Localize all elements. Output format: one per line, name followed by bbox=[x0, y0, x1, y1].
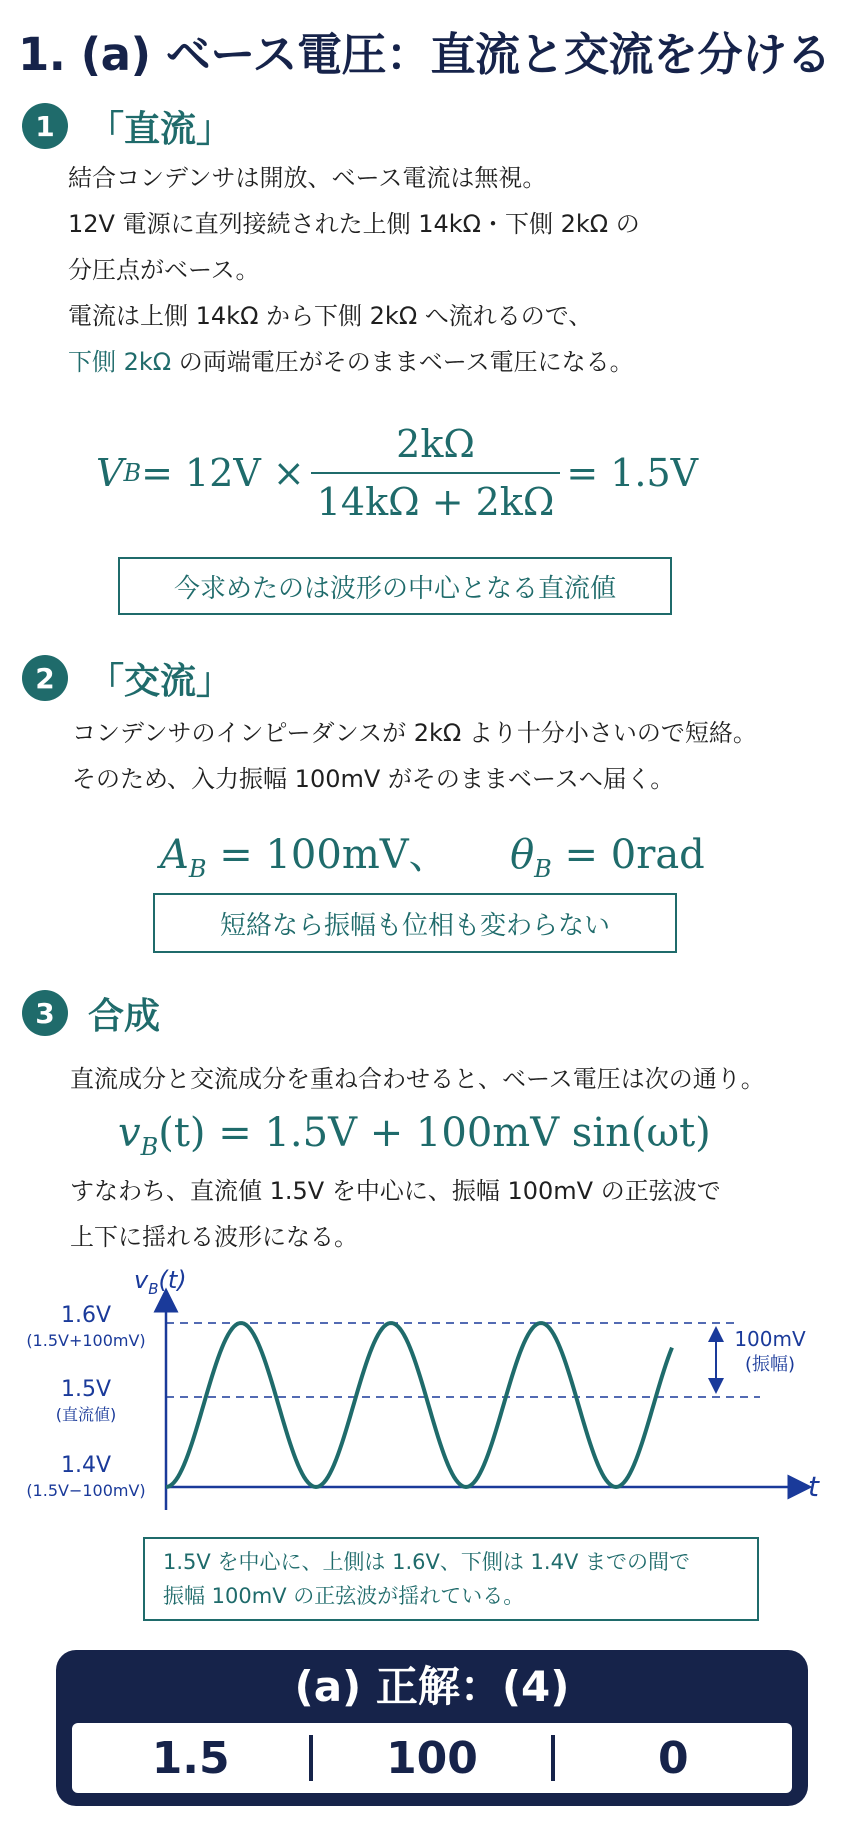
amplitude-phase-formula bbox=[160, 823, 705, 883]
section-3-intro: 直流成分と交流成分を重ね合わせると、ベース電圧は次の通り。 bbox=[70, 1065, 765, 1093]
y-axis-label: $v_B(t)$ bbox=[134, 1266, 187, 1298]
formula-subscript: B bbox=[534, 855, 552, 883]
level-label-high: 1.6V bbox=[60, 1303, 112, 1328]
x-axis-label: t bbox=[808, 1470, 819, 1503]
section-3-body bbox=[70, 1168, 721, 1260]
info-box: 今求めたのは波形の中心となる直流値 bbox=[118, 557, 672, 615]
note-line: 1.5V を中心に、上側は 1.6V、下側は 1.4V までの間で bbox=[163, 1550, 690, 1574]
level-label-low: 1.4V bbox=[60, 1453, 112, 1478]
section-title: 「直流」 bbox=[88, 108, 233, 150]
body-line: 結合コンデンサは開放、ベース電流は無視。 bbox=[68, 164, 547, 192]
note-line: 振幅 100mV の正弦波が揺れている。 bbox=[163, 1584, 525, 1608]
page-title: 1. (a) ベース電圧：直流と交流を分ける bbox=[18, 28, 831, 81]
body-line: そのため、入力振幅 100mV がそのままベースへ届く。 bbox=[72, 765, 675, 793]
formula-subscript: B bbox=[123, 459, 142, 487]
formula-text: = 0rad bbox=[551, 832, 705, 878]
body-line bbox=[68, 339, 640, 385]
body-line: すなわち、直流値 1.5V を中心に、振幅 100mV の正弦波で bbox=[70, 1177, 721, 1205]
formula-symbol: v bbox=[118, 1110, 141, 1156]
section-3-header bbox=[22, 987, 160, 1039]
formula-symbol: V bbox=[96, 451, 124, 495]
divider-formula bbox=[96, 422, 698, 524]
formula-symbol: A bbox=[160, 832, 189, 878]
fraction-numerator: 2kΩ bbox=[396, 422, 475, 466]
highlight-text: 下側 2kΩ bbox=[68, 348, 172, 376]
body-line: 上下に揺れる波形になる。 bbox=[70, 1223, 358, 1251]
section-2-header bbox=[22, 652, 232, 704]
formula-text: = 100mV、 bbox=[206, 832, 449, 878]
answer-title: (a) 正解：(4) bbox=[294, 1662, 570, 1711]
level-note-high: (1.5V+100mV) bbox=[26, 1331, 146, 1350]
fraction-denominator: 14kΩ + 2kΩ bbox=[311, 472, 561, 524]
section-1-body bbox=[68, 155, 640, 385]
answer-value-dc: 1.5 bbox=[151, 1732, 230, 1784]
section-2-body bbox=[72, 710, 757, 802]
section-number-badge: 3 bbox=[22, 990, 68, 1036]
amplitude-label: 100mV bbox=[734, 1327, 806, 1351]
formula-text: = 1.5V bbox=[566, 451, 699, 495]
formula-subscript: B bbox=[188, 855, 207, 883]
body-line: 12V 電源に直列接続された上側 14kΩ・下側 2kΩ の bbox=[68, 210, 640, 238]
body-line: 電流は上側 14kΩ から下側 2kΩ へ流れるので、 bbox=[68, 302, 593, 330]
waveform-chart bbox=[0, 1260, 864, 1540]
formula-fraction bbox=[311, 422, 561, 524]
formula-symbol: θ bbox=[510, 832, 535, 878]
body-line: コンデンサのインピーダンスが 2kΩ より十分小さいので短絡。 bbox=[72, 719, 757, 747]
formula-subscript: B bbox=[140, 1133, 159, 1161]
section-number-badge: 1 bbox=[22, 103, 68, 149]
section-title: 合成 bbox=[88, 995, 161, 1037]
body-text: の両端電圧がそのままベース電圧になる。 bbox=[171, 348, 634, 376]
answer-value-amplitude: 100 bbox=[386, 1732, 478, 1784]
chart-note-box bbox=[143, 1537, 759, 1621]
amplitude-note: (振幅) bbox=[744, 1354, 796, 1375]
info-box: 短絡なら振幅も位相も変わらない bbox=[153, 893, 677, 953]
formula-text: = 12V × bbox=[141, 451, 305, 495]
section-title: 「交流」 bbox=[88, 660, 233, 702]
level-note-center: (直流値) bbox=[55, 1405, 117, 1424]
synthesis-formula bbox=[118, 1110, 711, 1161]
body-line: 分圧点がベース。 bbox=[68, 256, 260, 284]
answer-value-phase: 0 bbox=[658, 1732, 689, 1784]
level-note-low: (1.5V−100mV) bbox=[26, 1481, 146, 1500]
section-1-header bbox=[22, 100, 232, 152]
level-label-center: 1.5V bbox=[60, 1377, 112, 1402]
formula-text: (t) = 1.5V + 100mV sin(ωt) bbox=[158, 1110, 711, 1156]
section-number-badge: 2 bbox=[22, 655, 68, 701]
sine-wave bbox=[166, 1323, 672, 1487]
answer-values bbox=[72, 1723, 792, 1793]
